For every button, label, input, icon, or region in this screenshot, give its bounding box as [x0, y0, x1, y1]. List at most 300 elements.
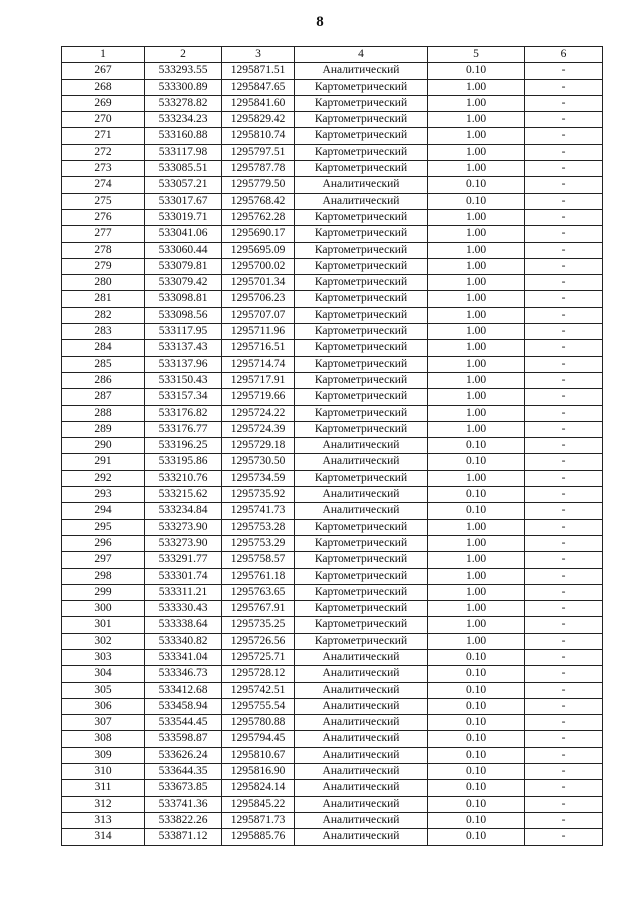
y-coordinate-cell: 1295717.91 [222, 372, 295, 388]
note-cell: - [525, 421, 603, 437]
y-coordinate-cell: 1295706.23 [222, 291, 295, 307]
table-row [62, 258, 603, 274]
x-coordinate-cell: 533150.43 [145, 372, 222, 388]
x-coordinate-cell: 533017.67 [145, 193, 222, 209]
y-coordinate-cell: 1295734.59 [222, 470, 295, 486]
method-cell: Аналитический [295, 487, 428, 503]
x-coordinate-cell: 533741.36 [145, 796, 222, 812]
accuracy-cell: 0.10 [428, 747, 525, 763]
x-coordinate-cell: 533278.82 [145, 95, 222, 111]
x-coordinate-cell: 533176.77 [145, 421, 222, 437]
y-coordinate-cell: 1295741.73 [222, 503, 295, 519]
y-coordinate-cell: 1295871.51 [222, 63, 295, 79]
y-coordinate-cell: 1295742.51 [222, 682, 295, 698]
method-cell: Аналитический [295, 731, 428, 747]
y-coordinate-cell: 1295726.56 [222, 633, 295, 649]
accuracy-cell: 1.00 [428, 552, 525, 568]
y-coordinate-cell: 1295730.50 [222, 454, 295, 470]
point-number-cell: 293 [62, 487, 145, 503]
accuracy-cell: 0.10 [428, 454, 525, 470]
y-coordinate-cell: 1295729.18 [222, 438, 295, 454]
note-cell: - [525, 128, 603, 144]
table-row [62, 144, 603, 160]
x-coordinate-cell: 533301.74 [145, 568, 222, 584]
accuracy-cell: 0.10 [428, 764, 525, 780]
y-coordinate-cell: 1295767.91 [222, 601, 295, 617]
accuracy-cell: 0.10 [428, 715, 525, 731]
coordinates-table [61, 46, 603, 846]
y-coordinate-cell: 1295707.07 [222, 307, 295, 323]
x-coordinate-cell: 533210.76 [145, 470, 222, 486]
x-coordinate-cell: 533060.44 [145, 242, 222, 258]
accuracy-cell: 0.10 [428, 503, 525, 519]
note-cell: - [525, 372, 603, 388]
accuracy-cell: 1.00 [428, 601, 525, 617]
table-row [62, 63, 603, 79]
accuracy-cell: 1.00 [428, 421, 525, 437]
point-number-cell: 274 [62, 177, 145, 193]
x-coordinate-cell: 533079.81 [145, 258, 222, 274]
table-row [62, 193, 603, 209]
method-cell: Картометрический [295, 372, 428, 388]
x-coordinate-cell: 533085.51 [145, 161, 222, 177]
method-cell: Аналитический [295, 698, 428, 714]
method-cell: Картометрический [295, 95, 428, 111]
note-cell: - [525, 470, 603, 486]
y-coordinate-cell: 1295753.29 [222, 535, 295, 551]
note-cell: - [525, 144, 603, 160]
note-cell: - [525, 519, 603, 535]
table-row [62, 487, 603, 503]
note-cell: - [525, 340, 603, 356]
method-cell: Аналитический [295, 715, 428, 731]
table-row [62, 291, 603, 307]
table-row [62, 698, 603, 714]
x-coordinate-cell: 533098.81 [145, 291, 222, 307]
note-cell: - [525, 617, 603, 633]
table-row [62, 372, 603, 388]
method-cell: Картометрический [295, 242, 428, 258]
note-cell: - [525, 405, 603, 421]
y-coordinate-cell: 1295779.50 [222, 177, 295, 193]
table-row [62, 764, 603, 780]
table-row [62, 454, 603, 470]
x-coordinate-cell: 533871.12 [145, 829, 222, 845]
point-number-cell: 269 [62, 95, 145, 111]
x-coordinate-cell: 533196.25 [145, 438, 222, 454]
method-cell: Картометрический [295, 584, 428, 600]
x-coordinate-cell: 533330.43 [145, 601, 222, 617]
note-cell: - [525, 568, 603, 584]
y-coordinate-cell: 1295810.67 [222, 747, 295, 763]
method-cell: Картометрический [295, 535, 428, 551]
table-row [62, 747, 603, 763]
method-cell: Картометрический [295, 389, 428, 405]
table-row [62, 617, 603, 633]
point-number-cell: 283 [62, 324, 145, 340]
y-coordinate-cell: 1295714.74 [222, 356, 295, 372]
point-number-cell: 268 [62, 79, 145, 95]
x-coordinate-cell: 533341.04 [145, 649, 222, 665]
method-cell: Картометрический [295, 340, 428, 356]
point-number-cell: 276 [62, 209, 145, 225]
method-cell: Аналитический [295, 812, 428, 828]
x-coordinate-cell: 533057.21 [145, 177, 222, 193]
method-cell: Картометрический [295, 275, 428, 291]
method-cell: Аналитический [295, 747, 428, 763]
note-cell: - [525, 682, 603, 698]
point-number-cell: 308 [62, 731, 145, 747]
point-number-cell: 267 [62, 63, 145, 79]
method-cell: Картометрический [295, 552, 428, 568]
x-coordinate-cell: 533137.43 [145, 340, 222, 356]
y-coordinate-cell: 1295810.74 [222, 128, 295, 144]
accuracy-cell: 1.00 [428, 324, 525, 340]
accuracy-cell: 1.00 [428, 405, 525, 421]
method-cell: Аналитический [295, 682, 428, 698]
method-cell: Картометрический [295, 470, 428, 486]
page-number: 8 [316, 14, 324, 30]
y-coordinate-cell: 1295758.57 [222, 552, 295, 568]
table-row [62, 112, 603, 128]
note-cell: - [525, 552, 603, 568]
method-cell: Картометрический [295, 421, 428, 437]
accuracy-cell: 1.00 [428, 633, 525, 649]
note-cell: - [525, 307, 603, 323]
table-row [62, 242, 603, 258]
note-cell: - [525, 503, 603, 519]
point-number-cell: 272 [62, 144, 145, 160]
x-coordinate-cell: 533673.85 [145, 780, 222, 796]
y-coordinate-cell: 1295871.73 [222, 812, 295, 828]
method-cell: Картометрический [295, 128, 428, 144]
x-coordinate-cell: 533234.23 [145, 112, 222, 128]
y-coordinate-cell: 1295794.45 [222, 731, 295, 747]
x-coordinate-cell: 533176.82 [145, 405, 222, 421]
y-coordinate-cell: 1295885.76 [222, 829, 295, 845]
accuracy-cell: 1.00 [428, 584, 525, 600]
note-cell: - [525, 780, 603, 796]
accuracy-cell: 1.00 [428, 519, 525, 535]
note-cell: - [525, 161, 603, 177]
accuracy-cell: 0.10 [428, 177, 525, 193]
method-cell: Картометрический [295, 291, 428, 307]
y-coordinate-cell: 1295735.92 [222, 487, 295, 503]
note-cell: - [525, 633, 603, 649]
point-number-cell: 305 [62, 682, 145, 698]
table-row [62, 405, 603, 421]
y-coordinate-cell: 1295701.34 [222, 275, 295, 291]
note-cell: - [525, 177, 603, 193]
x-coordinate-cell: 533157.34 [145, 389, 222, 405]
table-row [62, 128, 603, 144]
note-cell: - [525, 79, 603, 95]
table-row [62, 161, 603, 177]
accuracy-cell: 1.00 [428, 144, 525, 160]
table-row [62, 584, 603, 600]
x-coordinate-cell: 533346.73 [145, 666, 222, 682]
note-cell: - [525, 63, 603, 79]
method-cell: Картометрический [295, 79, 428, 95]
y-coordinate-cell: 1295847.65 [222, 79, 295, 95]
point-number-cell: 282 [62, 307, 145, 323]
header-cell-1: 1 [62, 47, 145, 63]
accuracy-cell: 0.10 [428, 780, 525, 796]
x-coordinate-cell: 533340.82 [145, 633, 222, 649]
x-coordinate-cell: 533412.68 [145, 682, 222, 698]
accuracy-cell: 1.00 [428, 226, 525, 242]
accuracy-cell: 0.10 [428, 829, 525, 845]
method-cell: Картометрический [295, 601, 428, 617]
note-cell: - [525, 535, 603, 551]
header-row [62, 47, 603, 63]
x-coordinate-cell: 533019.71 [145, 209, 222, 225]
accuracy-cell: 0.10 [428, 731, 525, 747]
accuracy-cell: 0.10 [428, 682, 525, 698]
x-coordinate-cell: 533644.35 [145, 764, 222, 780]
accuracy-cell: 1.00 [428, 372, 525, 388]
note-cell: - [525, 389, 603, 405]
accuracy-cell: 0.10 [428, 649, 525, 665]
x-coordinate-cell: 533598.87 [145, 731, 222, 747]
note-cell: - [525, 796, 603, 812]
point-number-cell: 277 [62, 226, 145, 242]
accuracy-cell: 1.00 [428, 242, 525, 258]
method-cell: Аналитический [295, 63, 428, 79]
accuracy-cell: 0.10 [428, 63, 525, 79]
note-cell: - [525, 698, 603, 714]
table-row [62, 340, 603, 356]
table-row [62, 503, 603, 519]
method-cell: Картометрический [295, 226, 428, 242]
accuracy-cell: 1.00 [428, 470, 525, 486]
x-coordinate-cell: 533117.98 [145, 144, 222, 160]
table-header [62, 47, 603, 63]
accuracy-cell: 0.10 [428, 666, 525, 682]
note-cell: - [525, 226, 603, 242]
method-cell: Картометрический [295, 112, 428, 128]
x-coordinate-cell: 533234.84 [145, 503, 222, 519]
note-cell: - [525, 454, 603, 470]
header-cell-4: 4 [295, 47, 428, 63]
x-coordinate-cell: 533458.94 [145, 698, 222, 714]
note-cell: - [525, 112, 603, 128]
method-cell: Картометрический [295, 144, 428, 160]
header-cell-5: 5 [428, 47, 525, 63]
table-row [62, 95, 603, 111]
table-row [62, 275, 603, 291]
y-coordinate-cell: 1295719.66 [222, 389, 295, 405]
y-coordinate-cell: 1295753.28 [222, 519, 295, 535]
point-number-cell: 294 [62, 503, 145, 519]
note-cell: - [525, 747, 603, 763]
table-row [62, 389, 603, 405]
table-row [62, 356, 603, 372]
y-coordinate-cell: 1295780.88 [222, 715, 295, 731]
point-number-cell: 285 [62, 356, 145, 372]
x-coordinate-cell: 533098.56 [145, 307, 222, 323]
method-cell: Картометрический [295, 324, 428, 340]
method-cell: Аналитический [295, 780, 428, 796]
point-number-cell: 280 [62, 275, 145, 291]
x-coordinate-cell: 533137.96 [145, 356, 222, 372]
y-coordinate-cell: 1295763.65 [222, 584, 295, 600]
accuracy-cell: 1.00 [428, 356, 525, 372]
y-coordinate-cell: 1295824.14 [222, 780, 295, 796]
point-number-cell: 299 [62, 584, 145, 600]
point-number-cell: 312 [62, 796, 145, 812]
table-row [62, 829, 603, 845]
point-number-cell: 275 [62, 193, 145, 209]
y-coordinate-cell: 1295829.42 [222, 112, 295, 128]
method-cell: Аналитический [295, 796, 428, 812]
point-number-cell: 300 [62, 601, 145, 617]
accuracy-cell: 0.10 [428, 698, 525, 714]
point-number-cell: 295 [62, 519, 145, 535]
table-body [62, 63, 603, 845]
method-cell: Картометрический [295, 405, 428, 421]
point-number-cell: 303 [62, 649, 145, 665]
header-cell-6: 6 [525, 47, 603, 63]
table-row [62, 552, 603, 568]
y-coordinate-cell: 1295724.39 [222, 421, 295, 437]
accuracy-cell: 1.00 [428, 258, 525, 274]
table-row [62, 666, 603, 682]
x-coordinate-cell: 533300.89 [145, 79, 222, 95]
accuracy-cell: 1.00 [428, 161, 525, 177]
table-row [62, 438, 603, 454]
table-row [62, 226, 603, 242]
note-cell: - [525, 649, 603, 665]
point-number-cell: 279 [62, 258, 145, 274]
y-coordinate-cell: 1295787.78 [222, 161, 295, 177]
accuracy-cell: 0.10 [428, 487, 525, 503]
accuracy-cell: 0.10 [428, 438, 525, 454]
point-number-cell: 284 [62, 340, 145, 356]
x-coordinate-cell: 533117.95 [145, 324, 222, 340]
table-row [62, 601, 603, 617]
x-coordinate-cell: 533041.06 [145, 226, 222, 242]
table-row [62, 209, 603, 225]
y-coordinate-cell: 1295724.22 [222, 405, 295, 421]
accuracy-cell: 1.00 [428, 535, 525, 551]
point-number-cell: 273 [62, 161, 145, 177]
accuracy-cell: 1.00 [428, 79, 525, 95]
accuracy-cell: 1.00 [428, 275, 525, 291]
y-coordinate-cell: 1295728.12 [222, 666, 295, 682]
accuracy-cell: 1.00 [428, 128, 525, 144]
y-coordinate-cell: 1295761.18 [222, 568, 295, 584]
y-coordinate-cell: 1295816.90 [222, 764, 295, 780]
x-coordinate-cell: 533338.64 [145, 617, 222, 633]
y-coordinate-cell: 1295768.42 [222, 193, 295, 209]
table-row [62, 715, 603, 731]
note-cell: - [525, 764, 603, 780]
table-row [62, 568, 603, 584]
note-cell: - [525, 666, 603, 682]
method-cell: Картометрический [295, 617, 428, 633]
method-cell: Аналитический [295, 503, 428, 519]
note-cell: - [525, 601, 603, 617]
note-cell: - [525, 95, 603, 111]
accuracy-cell: 1.00 [428, 340, 525, 356]
method-cell: Картометрический [295, 356, 428, 372]
accuracy-cell: 1.00 [428, 112, 525, 128]
point-number-cell: 301 [62, 617, 145, 633]
point-number-cell: 281 [62, 291, 145, 307]
method-cell: Аналитический [295, 649, 428, 665]
y-coordinate-cell: 1295716.51 [222, 340, 295, 356]
accuracy-cell: 1.00 [428, 389, 525, 405]
x-coordinate-cell: 533311.21 [145, 584, 222, 600]
method-cell: Картометрический [295, 258, 428, 274]
point-number-cell: 271 [62, 128, 145, 144]
table-row [62, 79, 603, 95]
accuracy-cell: 1.00 [428, 568, 525, 584]
note-cell: - [525, 291, 603, 307]
note-cell: - [525, 324, 603, 340]
x-coordinate-cell: 533293.55 [145, 63, 222, 79]
point-number-cell: 292 [62, 470, 145, 486]
point-number-cell: 296 [62, 535, 145, 551]
note-cell: - [525, 584, 603, 600]
y-coordinate-cell: 1295695.09 [222, 242, 295, 258]
note-cell: - [525, 209, 603, 225]
accuracy-cell: 1.00 [428, 291, 525, 307]
point-number-cell: 291 [62, 454, 145, 470]
accuracy-cell: 1.00 [428, 307, 525, 323]
table-row [62, 519, 603, 535]
point-number-cell: 311 [62, 780, 145, 796]
table-row [62, 177, 603, 193]
note-cell: - [525, 275, 603, 291]
point-number-cell: 302 [62, 633, 145, 649]
point-number-cell: 309 [62, 747, 145, 763]
point-number-cell: 289 [62, 421, 145, 437]
point-number-cell: 287 [62, 389, 145, 405]
x-coordinate-cell: 533822.26 [145, 812, 222, 828]
point-number-cell: 313 [62, 812, 145, 828]
y-coordinate-cell: 1295797.51 [222, 144, 295, 160]
y-coordinate-cell: 1295700.02 [222, 258, 295, 274]
method-cell: Картометрический [295, 568, 428, 584]
point-number-cell: 314 [62, 829, 145, 845]
x-coordinate-cell: 533626.24 [145, 747, 222, 763]
note-cell: - [525, 438, 603, 454]
method-cell: Картометрический [295, 519, 428, 535]
accuracy-cell: 0.10 [428, 796, 525, 812]
header-cell-3: 3 [222, 47, 295, 63]
table-row [62, 649, 603, 665]
note-cell: - [525, 812, 603, 828]
note-cell: - [525, 829, 603, 845]
table-row [62, 796, 603, 812]
point-number-cell: 278 [62, 242, 145, 258]
point-number-cell: 306 [62, 698, 145, 714]
y-coordinate-cell: 1295711.96 [222, 324, 295, 340]
table-row [62, 421, 603, 437]
note-cell: - [525, 242, 603, 258]
x-coordinate-cell: 533160.88 [145, 128, 222, 144]
accuracy-cell: 0.10 [428, 812, 525, 828]
x-coordinate-cell: 533273.90 [145, 535, 222, 551]
y-coordinate-cell: 1295735.25 [222, 617, 295, 633]
note-cell: - [525, 356, 603, 372]
note-cell: - [525, 193, 603, 209]
point-number-cell: 270 [62, 112, 145, 128]
table-row [62, 470, 603, 486]
y-coordinate-cell: 1295725.71 [222, 649, 295, 665]
